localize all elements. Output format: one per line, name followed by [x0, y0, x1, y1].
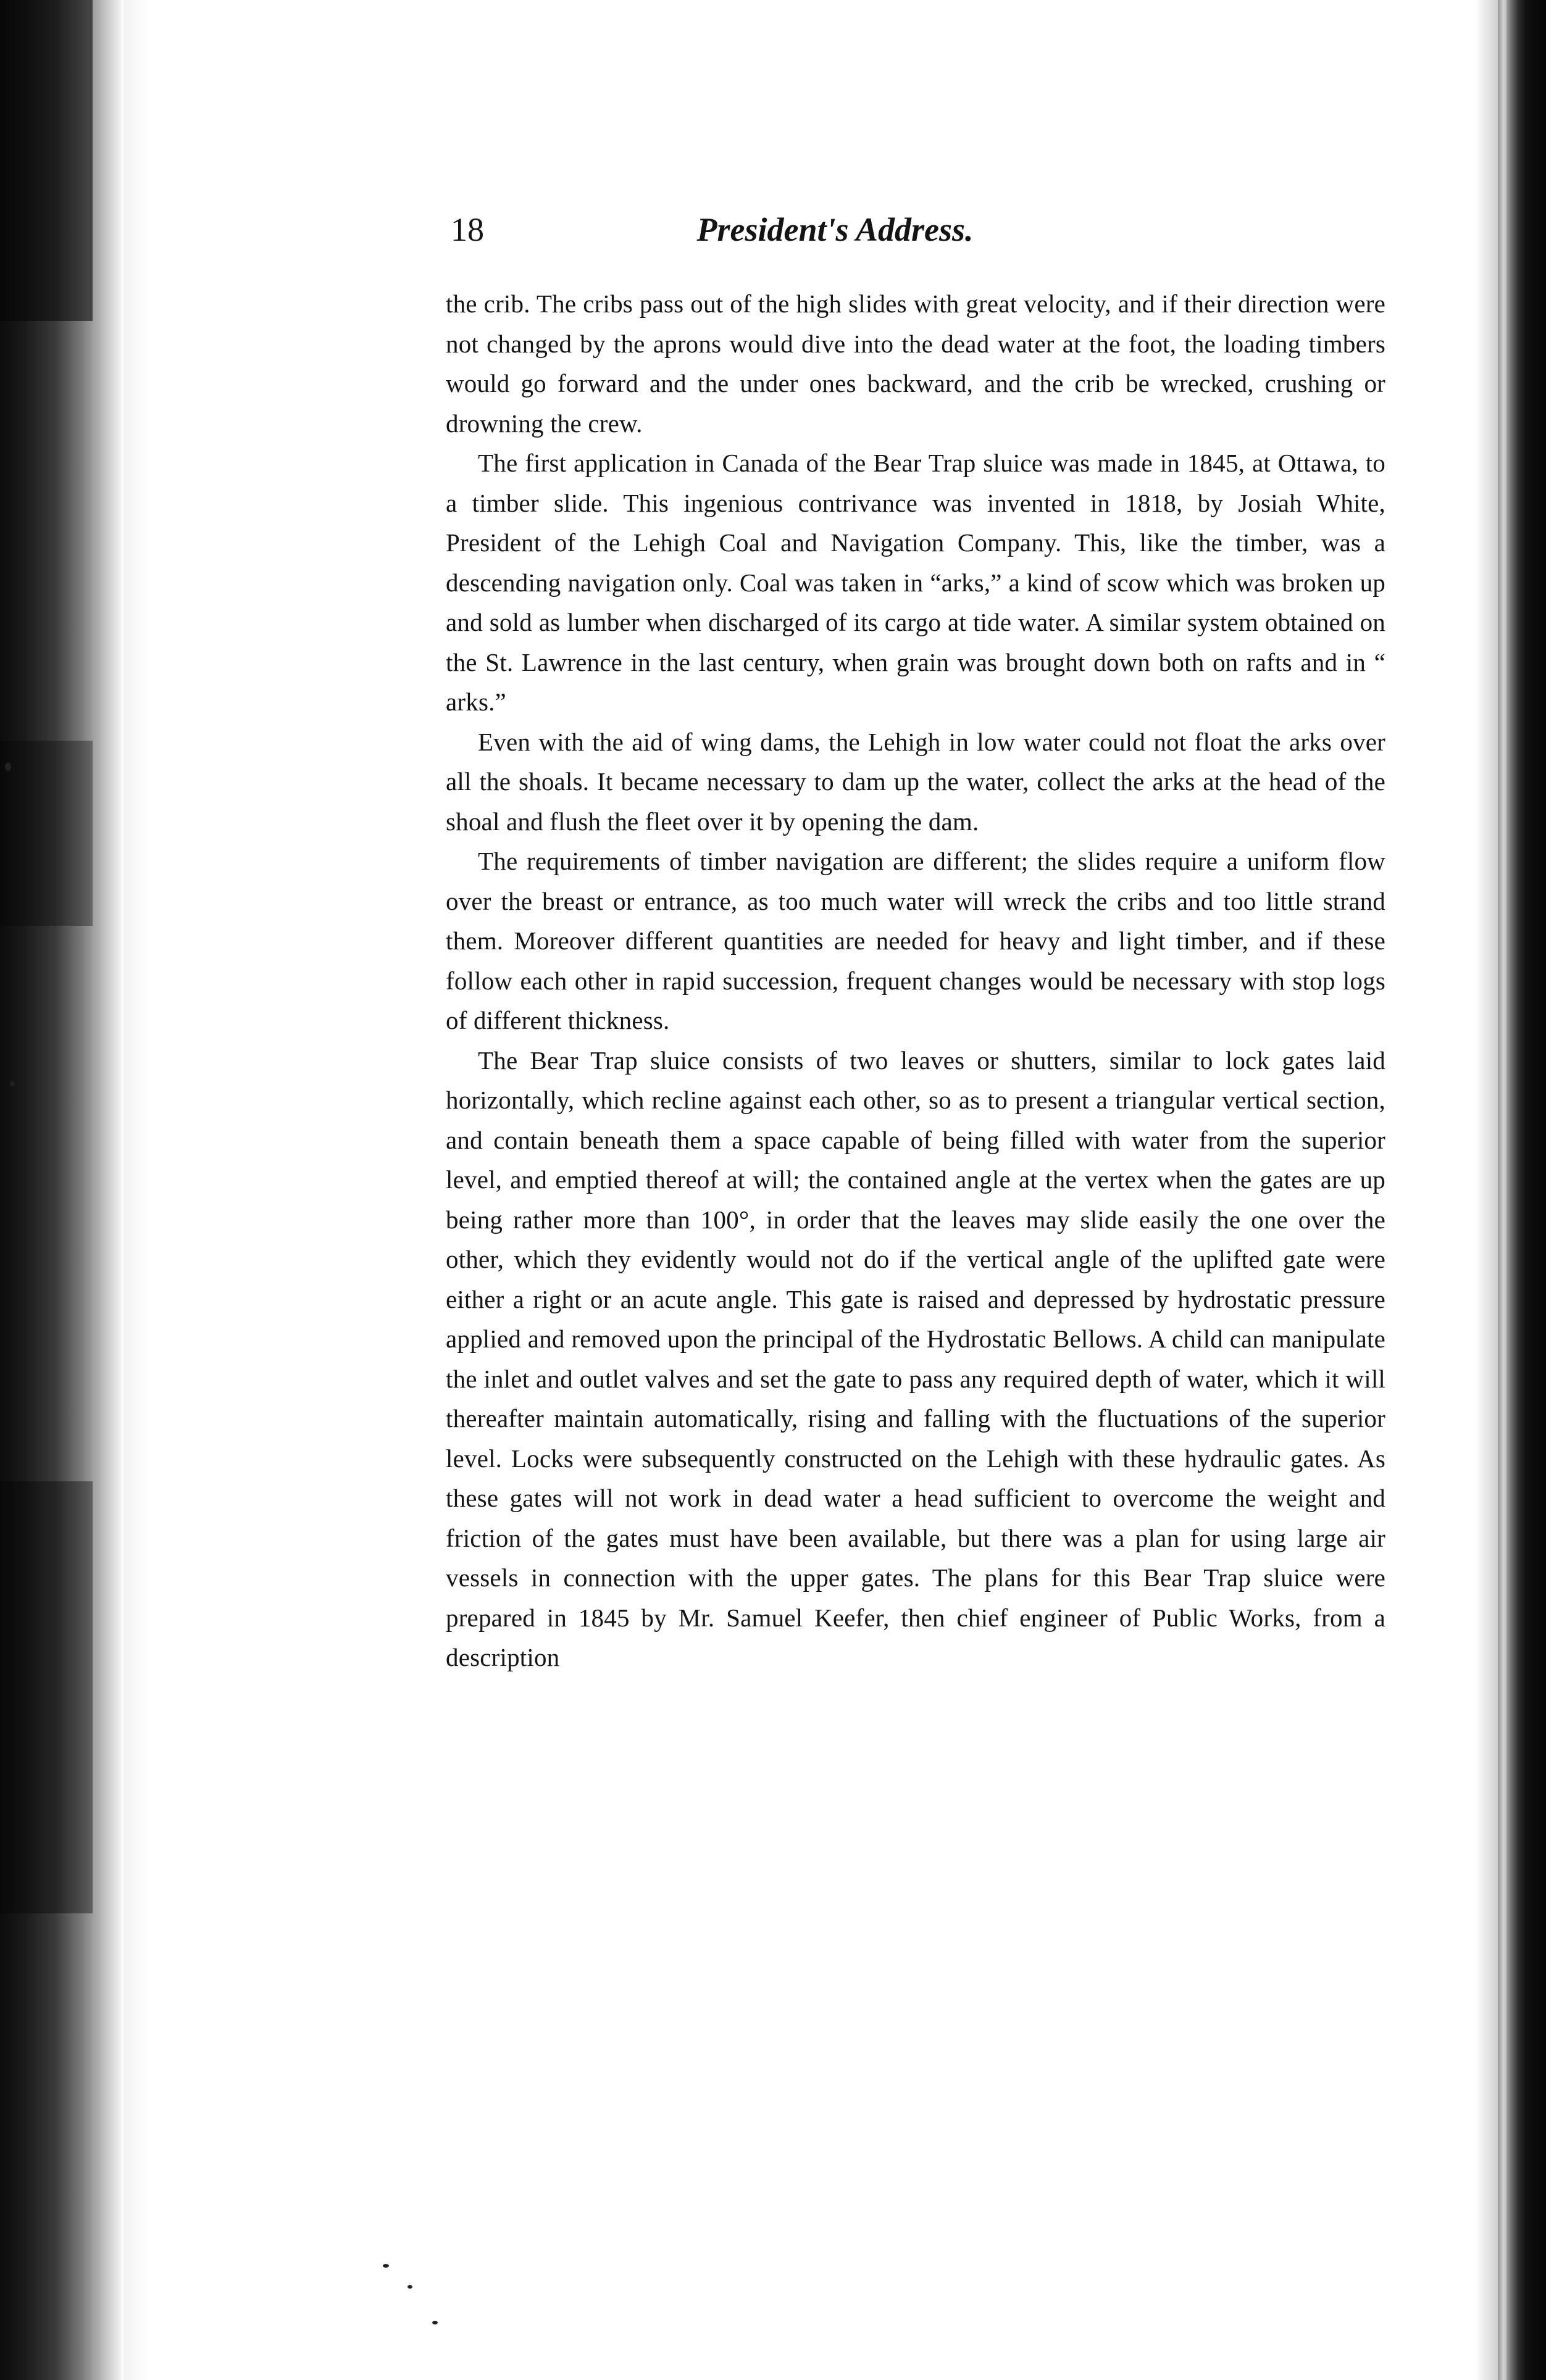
left-binding-shadow — [0, 0, 123, 2380]
paragraph: Even with the aid of wing dams, the Lehigh in low water could not float the arks over all the shoals. It became necessary to dam up the water, collect the arks at the head of the shoal and flush the fleet over it by opening the dam. — [446, 727, 1385, 836]
scan-speck — [5, 762, 11, 771]
scan-speck — [432, 2321, 438, 2324]
paragraph: The Bear Trap sluice consists of two leaves or shutters, similar to lock gates laid horizontally, which recline against each other, so as to present a triangular vertical section, and contain beneath them a space capable of being filled with water from the superior level, and emptied thereof at will; the contained angle at the vertex when the gates are up being rather more than 100°, in order that the leaves may slide easily the one over the other, which they evidently would not do if the vertical angle of the uplifted gate were either a right or an acute angle. This gate is raised and depressed by hydrostatic pressure applied and removed upon the principal of the Hydrostatic Bellows. A child can manipulate the inlet and outlet valves and set the gate to pass any required depth of water, which it will thereafter maintain automatically, rising and falling with the fluctuations of the superior level. Locks were subsequently constructed on the Lehigh with these hydraulic gates. As these gates will not work in dead water a head sufficient to overcome the weight and friction of the gates must have been available, but there was a plan for using large air vessels in connection with the upper gates. The plans for this Bear Trap sluice were prepared in 1845 by Mr. Samuel Keefer, then chief engineer of Public Works, from a description — [446, 1046, 1385, 1671]
right-page-gutter — [1476, 0, 1498, 2380]
body-text — [446, 284, 1385, 1678]
scan-speck — [407, 2285, 412, 2289]
binding-streak — [0, 0, 93, 321]
binding-line — [1503, 0, 1506, 2380]
running-title: President's Address. — [696, 211, 974, 248]
paragraph: the crib. The cribs pass out of the high slides with great velocity, and if their direction were not changed by the aprons would dive into the dead water at the foot, the loading timbers would go forward and the under ones backward, and the crib be wrecked, crushing or drowning the crew. — [446, 289, 1385, 438]
page-number: 18 — [451, 211, 484, 248]
scan-speck — [10, 1081, 15, 1086]
scan-speck — [383, 2264, 389, 2268]
right-binding-shadow — [1498, 0, 1546, 2380]
paragraph: The first application in Canada of the Bear Trap sluice was made in 1845, at Ottawa, to a timber slide. This ingenious contrivance was invented in 1818, by Josiah White, President of the Lehigh Coal and Navigation Company. This, like the timber, was a descending navigation only. Coal was taken in “arks,” a kind of scow which was broken up and sold as lumber when discharged of its cargo at tide water. A similar system obtained on the St. Lawrence in the last century, when grain was brought down both on rafts and in “ arks.” — [446, 449, 1385, 716]
paragraph: The requirements of timber navigation are different; the slides require a uniform flow over the breast or entrance, as too much water will wreck the cribs and too little strand them. Moreover different quantities are needed for heavy and light timber, and if these follow each other in rapid succession, frequent changes would be necessary with stop logs of different thickness. — [446, 847, 1385, 1034]
binding-streak — [0, 1481, 93, 1913]
left-page-edge — [123, 0, 148, 2380]
running-head — [451, 204, 1077, 256]
binding-streak — [0, 741, 93, 926]
